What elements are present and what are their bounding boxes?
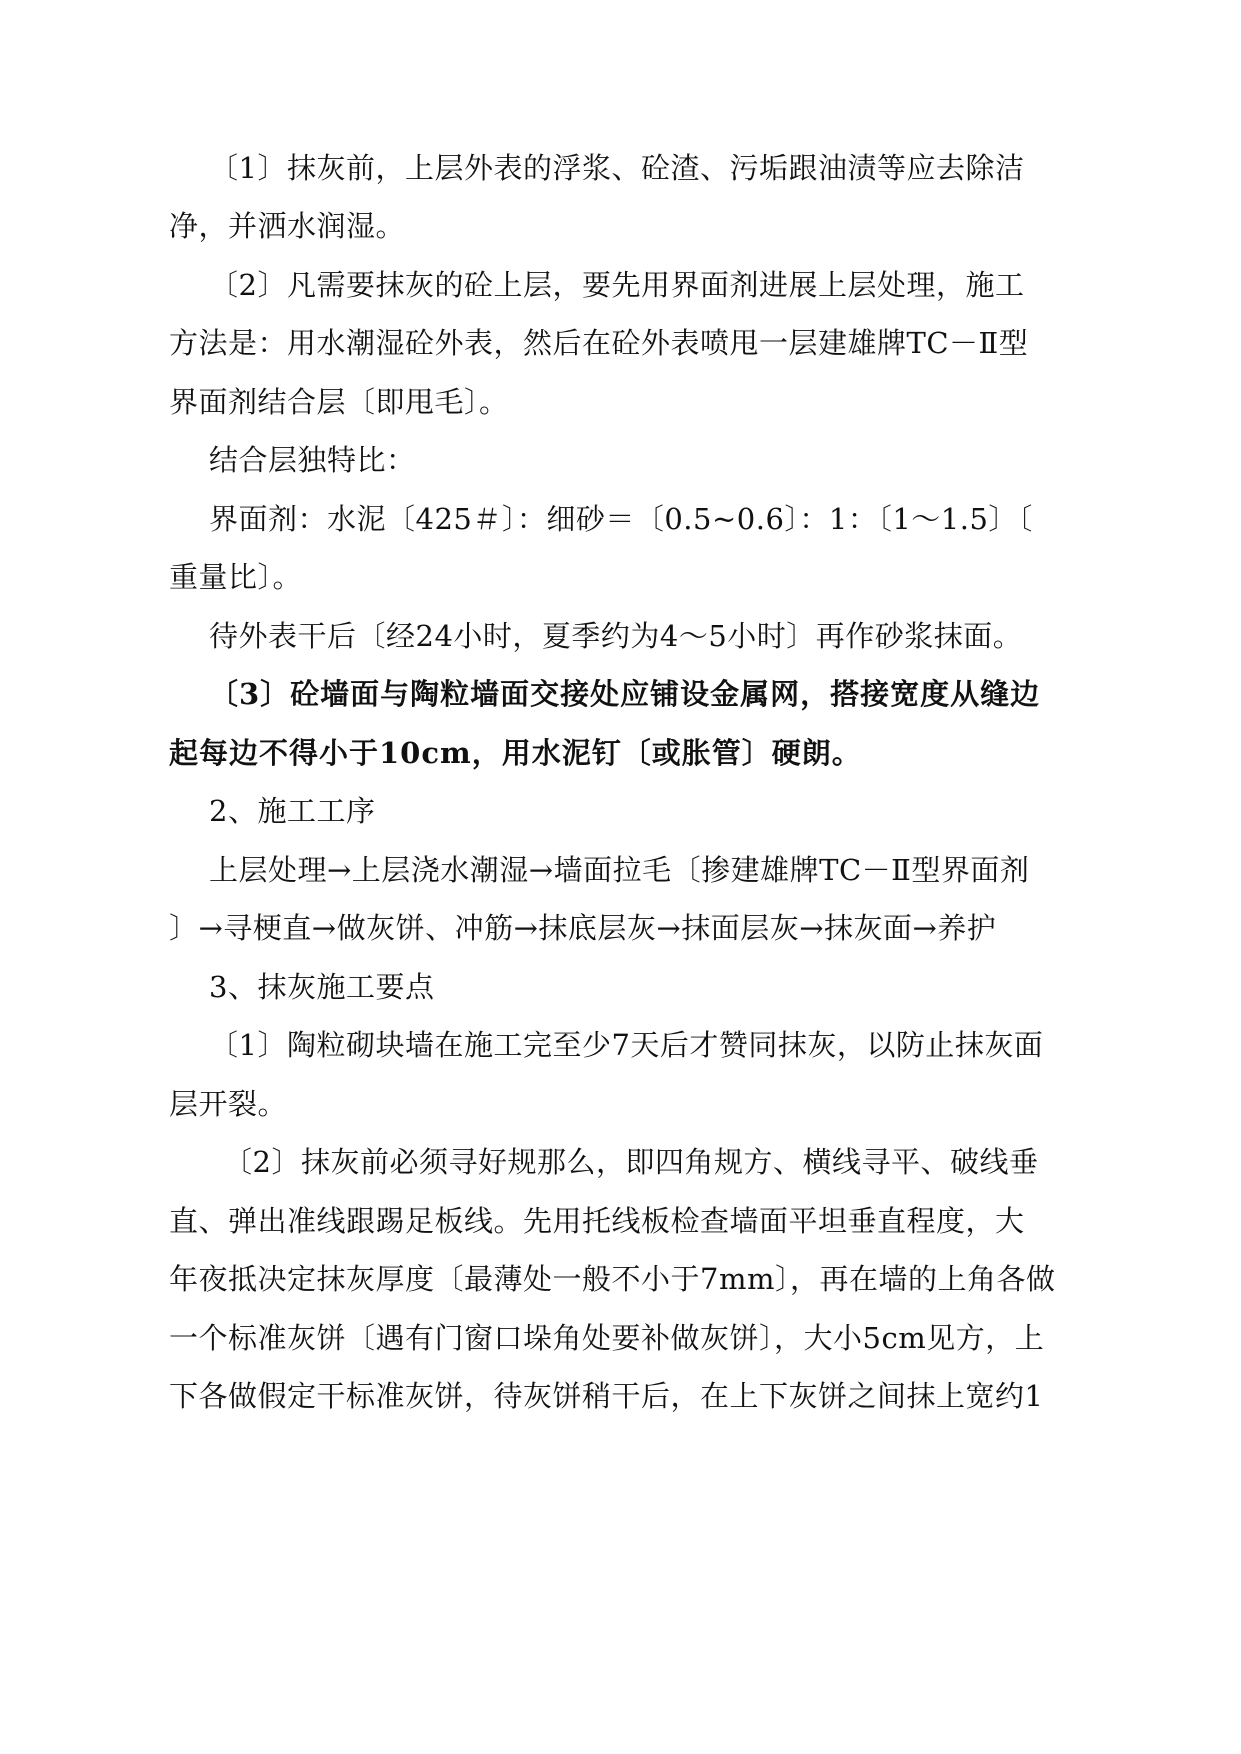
paragraph-line: 界面剂：水泥〔425＃〕：细砂＝〔0.5~0.6〕：1：〔1～1.5〕〔 (209, 502, 1033, 536)
paragraph-line: 〔2〕凡需要抹灰的砼上层，要先用界面剂进展上层处理，施工 (209, 268, 1025, 302)
paragraph-line: 一个标准灰饼〔遇有门窗口垛角处要补做灰饼〕，大小5cm见方，上 (169, 1321, 1045, 1355)
paragraph-line: 年夜抵决定抹灰厚度〔最薄处一般不小于7mm〕，再在墙的上角各做 (169, 1262, 1056, 1296)
paragraph-line: 待外表干后〔经24小时，夏季约为4～5小时〕再作砂浆抹面。 (209, 619, 1023, 653)
section-heading: 2、施工工序 (209, 794, 376, 828)
paragraph-line: 〔1〕陶粒砌块墙在施工完至少7天后才赞同抹灰，以防止抹灰面 (209, 1028, 1044, 1062)
bold-paragraph-line: 起每边不得小于10cm，用水泥钉〔或胀管〕硬朗。 (169, 736, 862, 770)
paragraph-line: 〕→寻梗直→做灰饼、冲筋→抹底层灰→抹面层灰→抹灰面→养护 (169, 911, 997, 945)
paragraph-line: 净，并洒水润湿。 (169, 209, 406, 243)
paragraph-line: 直、弹出准线跟踢足板线。先用托线板检查墙面平坦垂直程度，大 (169, 1204, 1025, 1238)
paragraph-line: 〔2〕抹灰前必须寻好规那么，即四角规方、横线寻平、破线垂 (223, 1145, 1039, 1179)
paragraph-line: 重量比〕。 (169, 560, 303, 594)
paragraph-line: 层开裂。 (169, 1087, 288, 1121)
section-heading: 3、抹灰施工要点 (209, 970, 435, 1004)
paragraph-line: 上层处理→上层浇水潮湿→墙面拉毛〔掺建雄牌TC－Ⅱ型界面剂 (209, 853, 1030, 887)
paragraph-line: 方法是：用水潮湿砼外表，然后在砼外表喷甩一层建雄牌TC－Ⅱ型 (169, 326, 1029, 360)
paragraph-line: 结合层独特比： (209, 443, 416, 477)
paragraph-line: 界面剂结合层〔即甩毛〕。 (169, 385, 509, 419)
paragraph-line: 下各做假定干标准灰饼，待灰饼稍干后，在上下灰饼之间抹上宽约1 (169, 1379, 1044, 1413)
paragraph-line: 〔1〕抹灰前，上层外表的浮浆、砼渣、污垢跟油渍等应去除洁 (209, 151, 1025, 185)
bold-paragraph-line: 〔3〕砼墙面与陶粒墙面交接处应铺设金属网，搭接宽度从缝边 (209, 677, 1041, 711)
